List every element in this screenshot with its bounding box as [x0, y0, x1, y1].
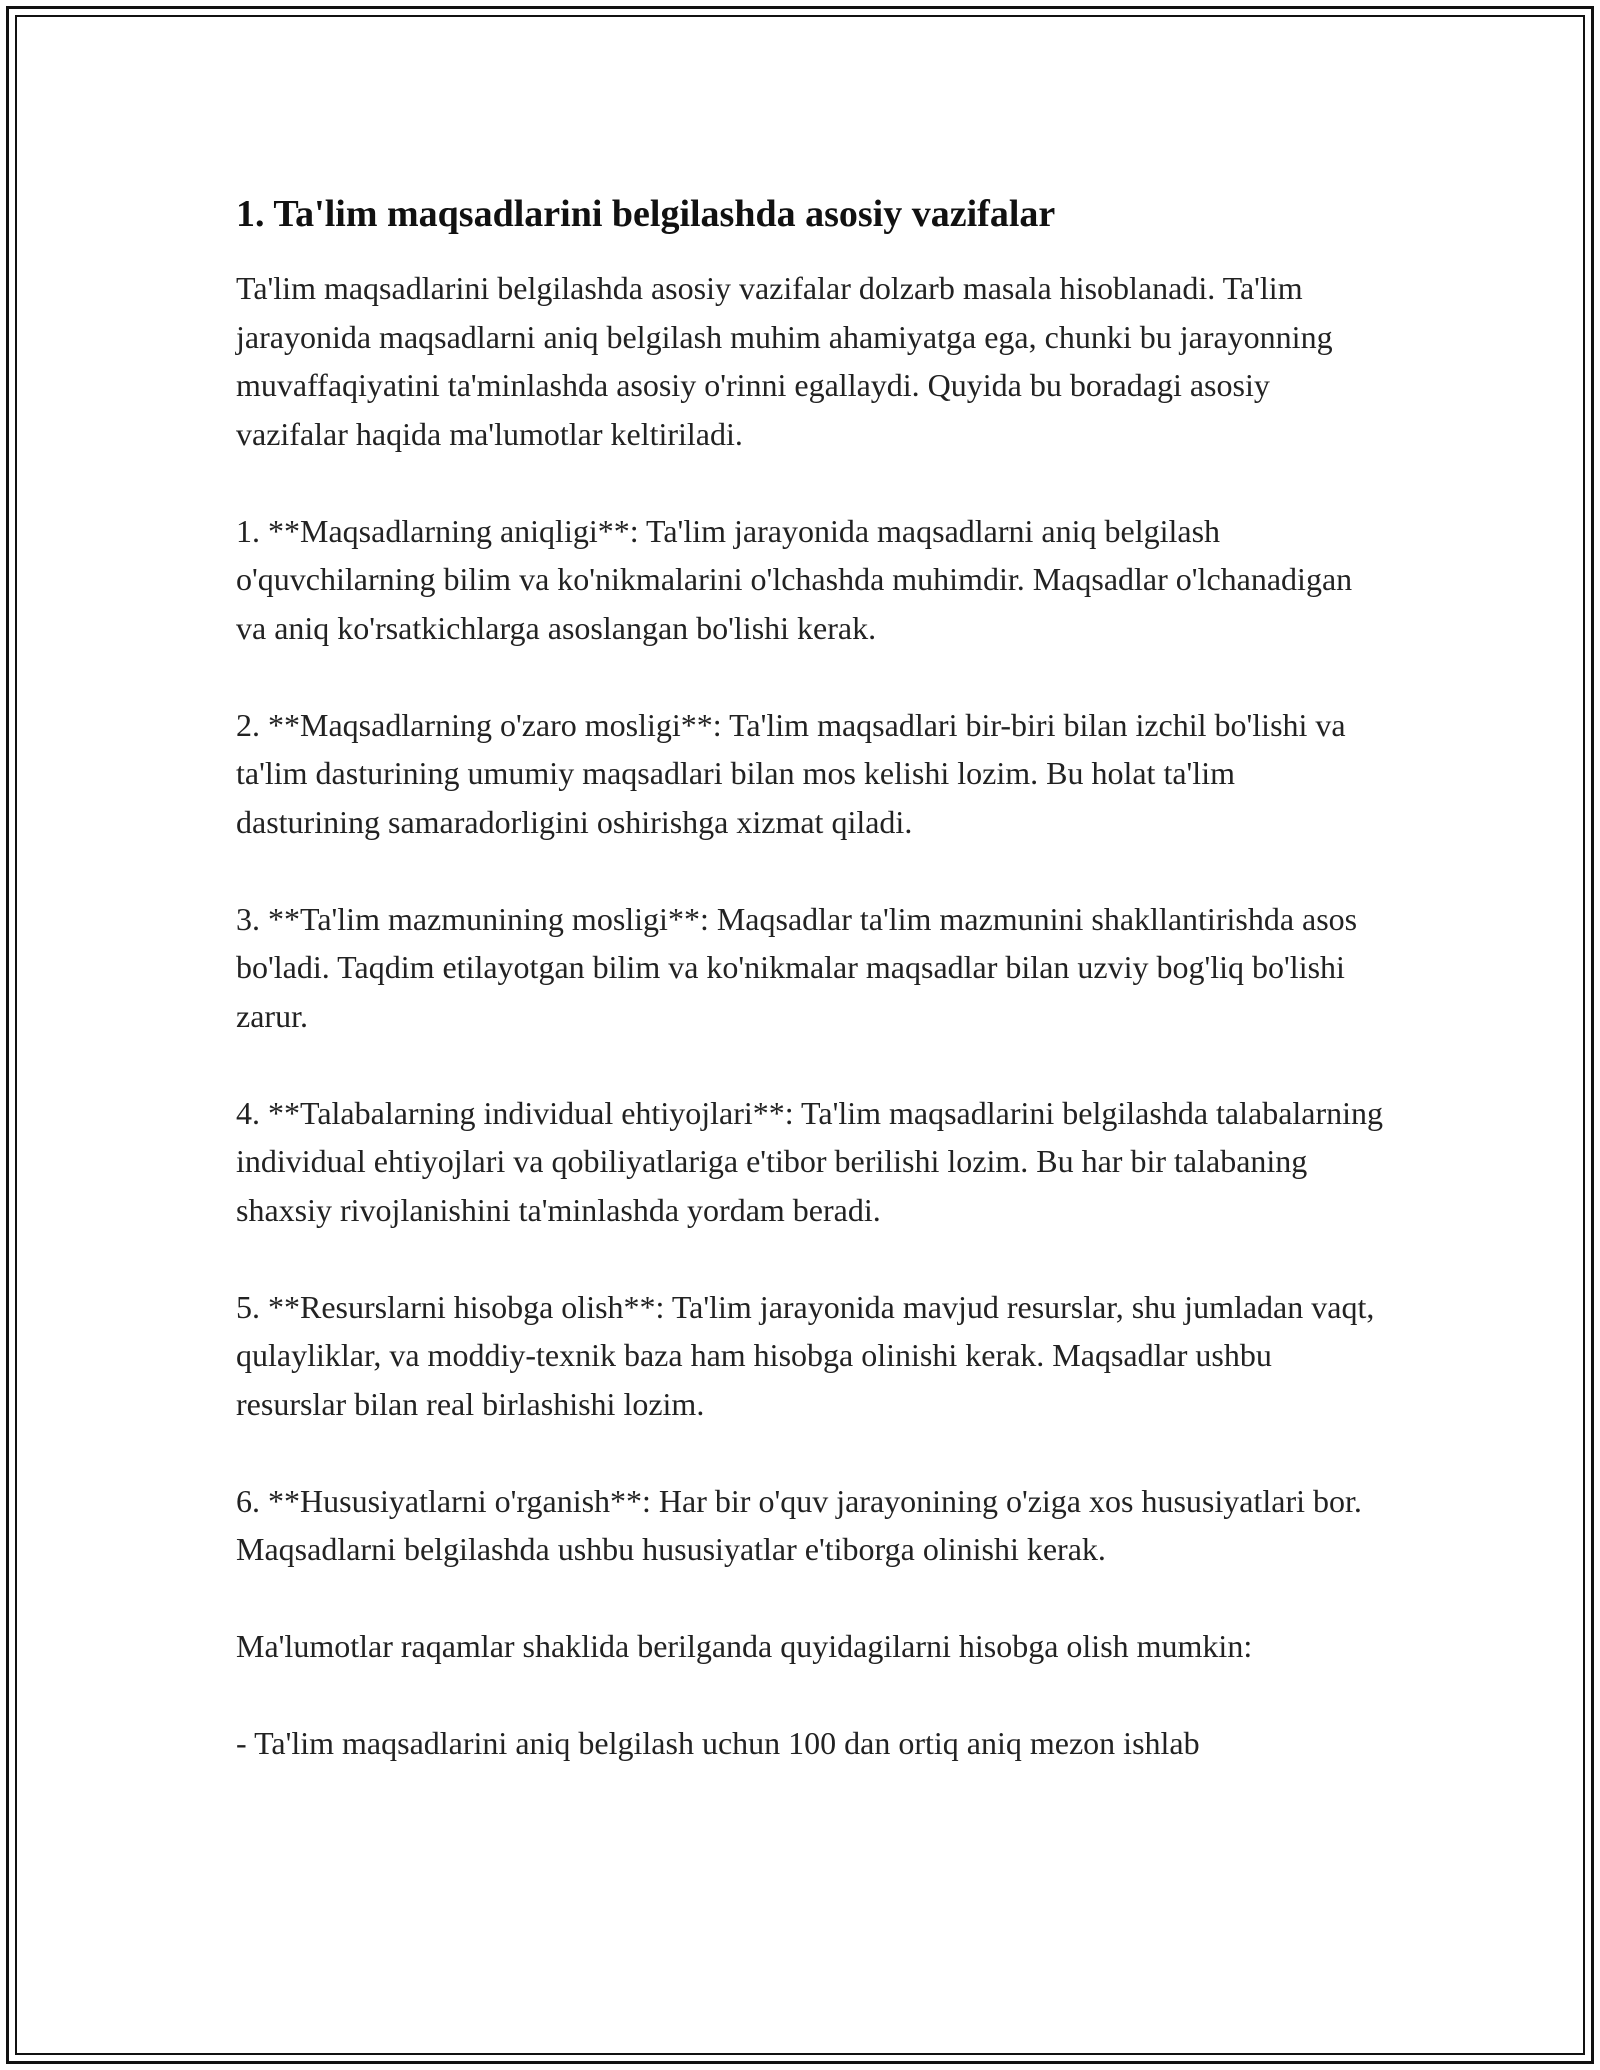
list-item-6: 6. **Hususiyatlarni o'rganish**: Har bir o'quv jarayonining o'ziga xos hususiyatlari bor. Maqsadlarni belgilashda ushbu hususiyatlar e'tiborga olinishi kerak.	[236, 1482, 1362, 1567]
document-title: 1. Ta'lim maqsadlarini belgilashda asosiy vazifalar	[236, 193, 1056, 235]
list-item-2: 2. **Maqsadlarning o'zaro mosligi**: Ta'lim maqsadlari bir-biri bilan izchil bo'lishi va ta'lim dasturining umumiy maqsadlari bilan mos kelishi lozim. Bu holat ta'lim dasturining samaradorligini oshirishga xizmat qiladi.	[236, 706, 1346, 840]
list-item-5: 5. **Resurslarni hisobga olish**: Ta'lim jarayonida mavjud resurslar, shu jumladan vaqt, qulayliklar, va moddiy-texnik baza ham hisobga olinishi kerak. Maqsadlar ushbu resurslar bilan real birlashishi lozim.	[236, 1288, 1375, 1422]
list-item-1: 1. **Maqsadlarning aniqligi**: Ta'lim jarayonida maqsadlarni aniq belgilash o'quvchilarning bilim va ko'nikmalarini o'lchashda muhimdir. Maqsadlar o'lchanadigan va aniq ko'rsatkichlarga asoslangan bo'lishi kerak.	[236, 512, 1353, 646]
bullet-item: - Ta'lim maqsadlarini aniq belgilash uchun 100 dan ortiq aniq mezon ishlab	[236, 1725, 1200, 1761]
list-item-3: 3. **Ta'lim mazmunining mosligi**: Maqsadlar ta'lim mazmunini shakllantirishda asos bo'ladi. Taqdim etilayotgan bilim va ko'nikmalar maqsadlar bilan uzviy bog'liq bo'lishi zarur.	[236, 900, 1358, 1034]
data-intro-paragraph: Ma'lumotlar raqamlar shaklida berilganda quyidagilarni hisobga olish mumkin:	[236, 1628, 1253, 1664]
list-item-4: 4. **Talabalarning individual ehtiyojlari**: Ta'lim maqsadlarini belgilashda talabalarning individual ehtiyojlari va qobiliyatlariga e'tibor berilishi lozim. Bu har bir talabaning shaxsiy rivojlanishini ta'minlashda yordam beradi.	[236, 1094, 1384, 1228]
document-body	[236, 190, 1386, 1768]
intro-paragraph: Ta'lim maqsadlarini belgilashda asosiy vazifalar dolzarb masala hisoblanadi. Ta'lim jarayonida maqsadlarni aniq belgilash muhim ahamiyatga ega, chunki bu jarayonning muvaffaqiyatini ta'minlashda asosiy o'rinni egallaydi. Quyida bu boradagi asosiy vazifalar haqida ma'lumotlar keltiriladi.	[236, 270, 1333, 452]
